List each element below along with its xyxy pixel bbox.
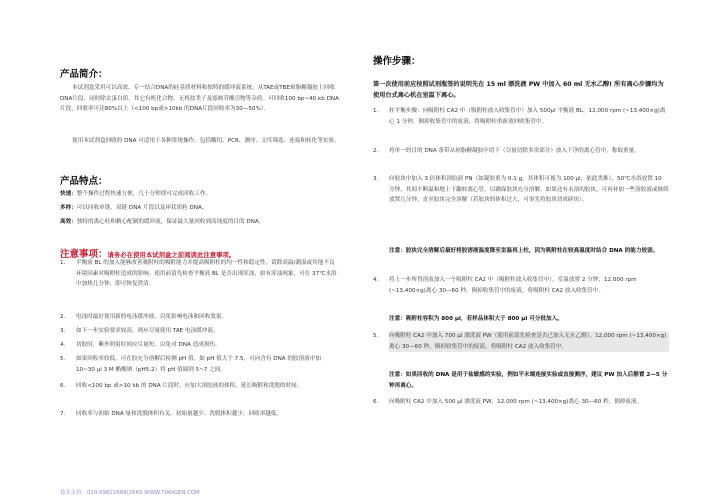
note-text: 切胶时，紫外照射时间应尽量短，以免对 DNA 造成损伤。 bbox=[76, 342, 221, 348]
intro-title: 产品简介： bbox=[60, 69, 108, 80]
notes-title: 注意事项： bbox=[60, 249, 108, 260]
note-text: 回收<100 bp 或>10 kb 的 DNA 片段时，应加大溶胶液的体积，延长吸附和洗脱的时间。 bbox=[76, 383, 303, 389]
feature-label: 高效： bbox=[60, 219, 77, 225]
feature-item bbox=[60, 217, 345, 228]
features-title: 产品特点： bbox=[60, 176, 108, 187]
steps-title: 操作步骤： bbox=[373, 56, 421, 67]
note-number: 7. bbox=[60, 411, 66, 417]
note-text: 平衡液 BL 的加入能够改善吸附柱的吸附能力并提高吸附柱的均一性和稳定性，请除高温/潮湿或其他不良环境因素对吸附柱造成的影响。使用前请先检查平衡液 BL 是否出现浑浊，如有浑浊现象，可在 37℃水浴中加热几分钟，即可恢复澄清。 bbox=[76, 260, 337, 288]
feature-label: 快速： bbox=[60, 191, 77, 197]
step-text: 向胶块中加入 3 倍体积溶胶液 PN（如凝胶重为 0.1 g，其体积可视为 100 μl，依此类推），50℃水浴放置 10 分钟，其间不断温和地上下翻转离心管，以确保胶块充分溶解。如果还有未溶的胶块，可再补加一些溶胶液或继续放置几分钟，直至胶块完全溶解（若胶块的体积过大，可事先将胶块切成碎块）。 bbox=[389, 176, 669, 204]
feature-item bbox=[60, 189, 345, 200]
note-text: 回收率与初始 DNA 量和洗脱体积有关，初始量越少、洗脱体积越少，回收率越低。 bbox=[76, 411, 283, 417]
step-number: 3. bbox=[373, 176, 379, 182]
step-number: 5. bbox=[373, 333, 379, 339]
feature-text: 整个操作过程快速方便，几十分钟即可完成回收工作。 bbox=[76, 191, 212, 197]
step-note-text: 注意：胶块完全溶解后最好将胶溶液温度降至室温再上柱，因为吸附柱在较高温度时结合 DNA 的能力较弱。 bbox=[389, 248, 659, 254]
note-number: 4. bbox=[60, 342, 66, 348]
intro-paragraph-2: 使用本试剂盒回收的 DNA 可适用于各种常规操作，包括酶切、PCR、测序、文库筛选、连接和转化等实验。 bbox=[72, 138, 340, 144]
note-number: 2. bbox=[60, 314, 66, 320]
step-number: 4. bbox=[373, 277, 379, 283]
step-number: 6. bbox=[373, 399, 379, 405]
step-text: 向吸附柱 CA2 中加入 700 μl 漂洗液 PW（使用前请先检查是否已加入无水乙醇），12,000 rpm (~13,400×g)离心 30—60 秒，倒掉收集管中的废液，将吸附柱 CA2 放入收集管中。 bbox=[389, 331, 669, 352]
steps-intro: 第一次使用前应按照试剂瓶签的说明先在 15 ml 漂洗液 PW 中加入 60 ml 无水乙醇! 所有离心步骤均为使用台式离心机在室温下离心。 bbox=[373, 81, 664, 99]
step-text: 将上一步所得溶液加入一个吸附柱 CA2 中（吸附柱放入收集管中），室温放置 2 分钟，12,000 rpm (~13,400×g)离心 30—60 秒，倒掉收集管中的废液，将吸附柱 CA2 放入收集管中。 bbox=[389, 277, 637, 294]
note-number: 5. bbox=[60, 356, 66, 362]
step-number: 1. bbox=[373, 108, 379, 114]
step-number: 2. bbox=[373, 148, 379, 154]
step-text: 柱平衡步骤：向吸附柱 CA2 中（吸附柱放入收集管中）加入 500μl 平衡液 BL，12,000 rpm (~13,400×g)离心 1 分钟，倒掉收集管中的废液，将吸附柱重新放回收集管中。 bbox=[389, 108, 666, 125]
note-number: 6. bbox=[60, 383, 66, 389]
note-text: 如下一步实验要求较高，则应尽量使用 TAE 电泳缓冲液。 bbox=[76, 328, 219, 334]
note-number: 3. bbox=[60, 328, 66, 334]
step-note-text: 注意：如果回收的 DNA 是用于盐敏感的实验，例如平末端连接实验或直接测序，建议 PW 加入后静置 2—5 分钟再离心。 bbox=[389, 372, 668, 389]
step-text: 向吸附柱 CA2 中加入 500 μl 漂洗液 PW，12,000 rpm (~13,400×g)离心 30—60 秒，倒掉废液。 bbox=[389, 399, 643, 405]
feature-text: 独特的离心柱和精心配制的缓冲液，保证最大量回收到高纯度的目的 DNA。 bbox=[76, 219, 265, 225]
step-text: 将单一的目的 DNA 条带从琼脂糖凝胶中切下（尽量切除多余部分）放入干净的离心管中，称取重量。 bbox=[389, 148, 640, 154]
note-text: 电泳时最好使用新的电泳缓冲液，以免影响电泳和回收效果。 bbox=[76, 314, 228, 320]
notes-subtitle: 请务必在使用本试剂盒之前阅读此注意事项。 bbox=[107, 251, 236, 259]
note-text: 如果回收率较低，可在胶充分溶解后检测 pH 值，如 pH 值大于 7.5，可向含有 DNA 的胶溶液中加 10~30 μl 3 M 醋酸钠（pH5.2）将 pH 值调到 5~7 之间。 bbox=[76, 356, 321, 373]
footer-contact: 技术支持：010-59822688(2665 WWW.TIANGEN.COM bbox=[60, 490, 200, 496]
intro-paragraph-1: 本试剂盒采用可以高效、专一结合DNA的硅基质材料和独特的缓冲液系统，从TAE或TBE琼脂糖凝胶上回收DNA片段，同时除去蛋白质、其它有机化合物、无机盐类子及寡核苷酸引物等杂质。可回收100 bp~40 kb DNA片段，回收率可达80%以上（<100 bp或>10kb 的DNA片段回收率为30—50%）。 bbox=[60, 85, 339, 113]
step-note-text: 注意：吸附柱容积为 800 μl，若样品体积大于 800 μl 可分批加入。 bbox=[389, 316, 563, 322]
note-number: 1. bbox=[60, 260, 66, 266]
feature-item bbox=[60, 203, 345, 214]
feature-label: 多样： bbox=[60, 205, 77, 211]
note-item bbox=[60, 258, 345, 310]
feature-text: 可以回收单链、双链 DNA 片段以及环状质粒 DNA。 bbox=[76, 205, 208, 211]
